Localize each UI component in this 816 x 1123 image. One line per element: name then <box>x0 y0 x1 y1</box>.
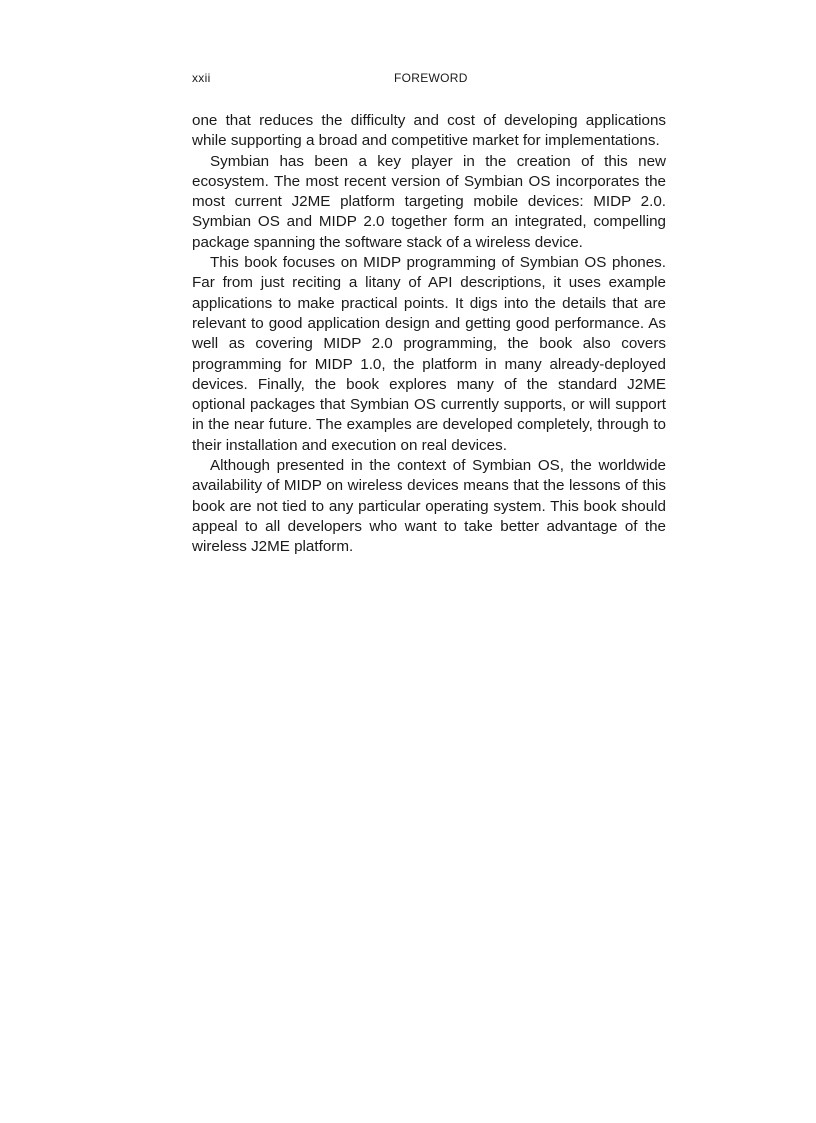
paragraph-continuation: one that reduces the difficulty and cost of developing applications while supporting a broad and competitive market for implementations. <box>192 112 666 150</box>
body-text <box>192 111 666 558</box>
paragraph-worldwide-availability: Although presented in the context of Symbian OS, the worldwide availability of MIDP on wireless devices means that the lessons of this book are not tied to any particular operating system. This book should appeal to all developers who want to take better advantage of the wireless J2ME platform. <box>192 457 666 556</box>
running-head <box>192 69 666 87</box>
paragraph-book-focus: This book focuses on MIDP programming of Symbian OS phones. Far from just reciting a litany of API descriptions, it uses example applications to make practical points. It digs into the details that are relevant to good application design and getting good performance. As well as covering MIDP 2.0 programming, the book also covers programming for MIDP 1.0, the platform in many already-deployed devices. Finally, the book explores many of the standard J2ME optional packages that Symbian OS currently supports, or will support in the near future. The examples are developed completely, through to their installation and execution on real devices. <box>192 254 666 454</box>
book-page <box>192 0 666 1123</box>
paragraph-symbian-ecosystem: Symbian has been a key player in the creation of this new ecosystem. The most recent version of Symbian OS incorporates the most current J2ME platform targeting mobile devices: MIDP 2.0. Symbian OS and MIDP 2.0 together form an integrated, compelling package spanning the software stack of a wireless device. <box>192 152 666 251</box>
section-title: FOREWORD <box>394 71 468 85</box>
page-number: xxii <box>192 71 211 85</box>
